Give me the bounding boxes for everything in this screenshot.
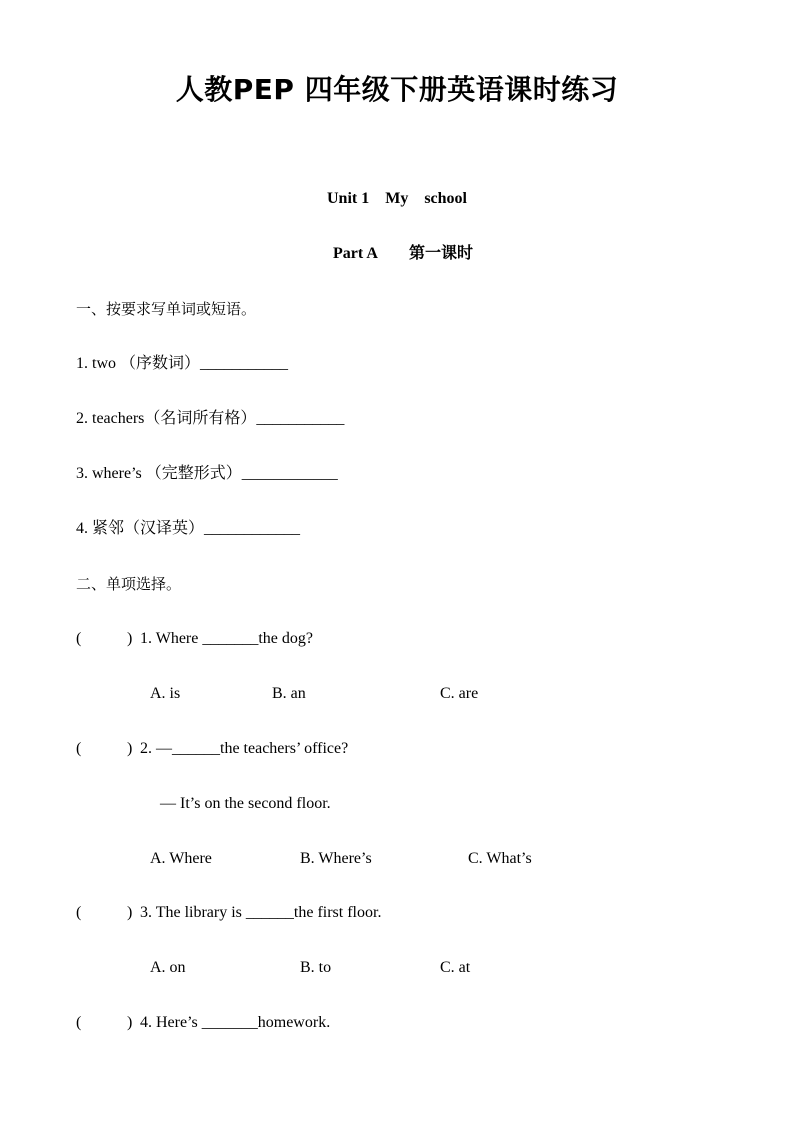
part-heading: Part A 第一课时 [333,245,473,262]
question-2-answer: — It’s on the second floor. [160,795,331,812]
answer-paren-left: ( [76,904,82,921]
answer-paren-right: ) [127,740,133,757]
section1-item-2: 2. teachers（名词所有格）___________ [76,410,345,427]
question-1-option-a: A. is [150,685,181,702]
section2-heading: 二、单项选择。 [76,575,182,593]
section1-item-1: 1. two （序数词）___________ [76,355,289,372]
question-1-stem: 1. Where _______the dog? [140,630,313,647]
page-title: 人教PEP 四年级下册英语课时练习 [175,73,619,106]
question-3-option-a: A. on [150,959,186,976]
question-3-option-b: B. to [300,959,332,976]
answer-paren-left: ( [76,630,82,647]
question-2-option-a: A. Where [150,850,212,867]
section1-heading: 一、按要求写单词或短语。 [76,300,257,318]
question-4-stem: 4. Here’s _______homework. [140,1014,331,1031]
section1-item-4: 4. 紧邻（汉译英）____________ [76,520,301,537]
question-2-option-b: B. Where’s [300,850,372,867]
section1-item-3: 3. where’s （完整形式）____________ [76,465,338,482]
unit-heading: Unit 1 My school [326,190,467,207]
question-2-option-c: C. What’s [468,850,532,867]
answer-paren-right: ) [127,630,133,647]
answer-paren-left: ( [76,740,82,757]
answer-paren-right: ) [127,1014,133,1031]
question-3-stem: 3. The library is ______the first floor. [140,904,382,921]
answer-paren-left: ( [76,1014,82,1031]
question-3-option-c: C. at [440,959,471,976]
question-1-option-c: C. are [440,685,479,702]
question-1-option-b: B. an [272,685,306,702]
question-2-stem: 2. —______the teachers’ office? [140,740,349,757]
answer-paren-right: ) [127,904,133,921]
